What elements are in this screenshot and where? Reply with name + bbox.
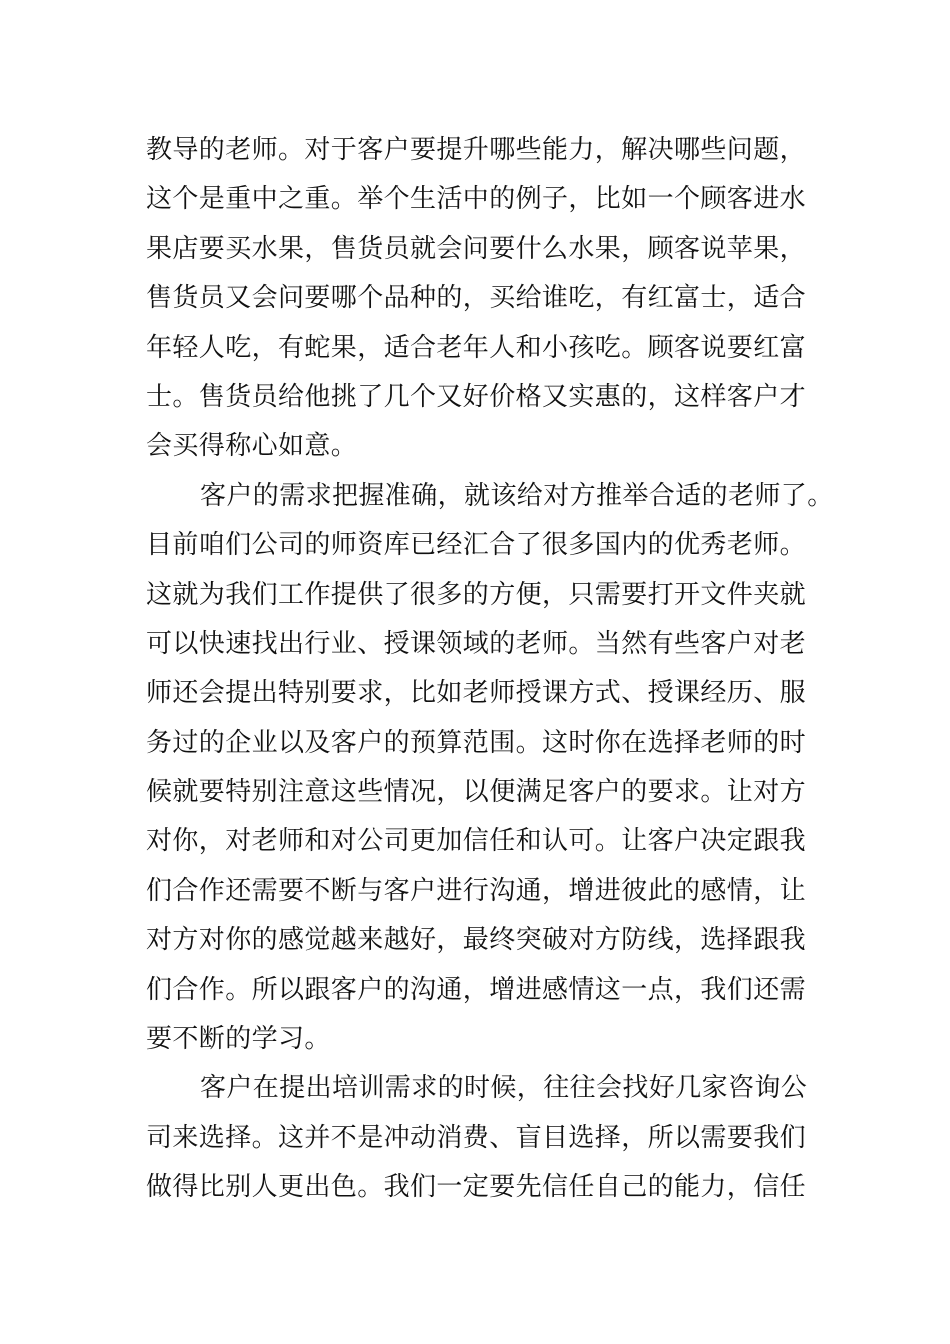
paragraph-start-line: 客户的需求把握准确，就该给对方推举合适的老师了。 [200,480,834,511]
paragraph-start-line: 客户在提出培训需求的时候，往往会找好几家咨询公 [200,1073,808,1104]
text-line: 年轻人吃，有蛇果，适合老年人和小孩吃。顾客说要红富 [146,332,807,363]
text-line: 候就要特别注意这些情况，以便满足客户的要求。让对方 [146,777,807,808]
text-line: 会买得称心如意。 [146,431,358,462]
text-line: 做得比别人更出色。我们一定要先信任自己的能力，信任 [146,1172,807,1203]
text-line: 售货员又会问要哪个品种的，买给谁吃，有红富士，适合 [146,283,807,314]
text-line: 师还会提出特别要求，比如老师授课方式、授课经历、服 [146,678,807,709]
text-line: 对方对你的感觉越来越好，最终突破对方防线，选择跟我 [146,925,807,956]
text-line: 果店要买水果，售货员就会问要什么水果，顾客说苹果， [146,233,807,264]
text-line: 这个是重中之重。举个生活中的例子，比如一个顾客进水 [146,184,807,215]
text-line: 对你，对老师和对公司更加信任和认可。让客户决定跟我 [146,826,807,857]
text-line: 们合作。所以跟客户的沟通，增进感情这一点，我们还需 [146,974,807,1005]
text-line: 教导的老师。对于客户要提升哪些能力，解决哪些问题， [146,135,807,165]
text-line: 要不断的学习。 [146,1024,331,1055]
body-text [146,126,834,1213]
text-line: 这就为我们工作提供了很多的方便，只需要打开文件夹就 [146,579,807,610]
text-line: 目前咱们公司的师资库已经汇合了很多国内的优秀老师。 [146,530,807,561]
text-line: 们合作还需要不断与客户进行沟通，增进彼此的感情，让 [146,875,807,906]
text-line: 可以快速找出行业、授课领域的老师。当然有些客户对老 [146,628,807,659]
text-line: 务过的企业以及客户的预算范围。这时你在选择老师的时 [146,727,807,758]
text-line: 士。售货员给他挑了几个又好价格又实惠的，这样客户才 [146,381,807,412]
text-line: 司来选择。这并不是冲动消费、盲目选择，所以需要我们 [146,1122,807,1153]
